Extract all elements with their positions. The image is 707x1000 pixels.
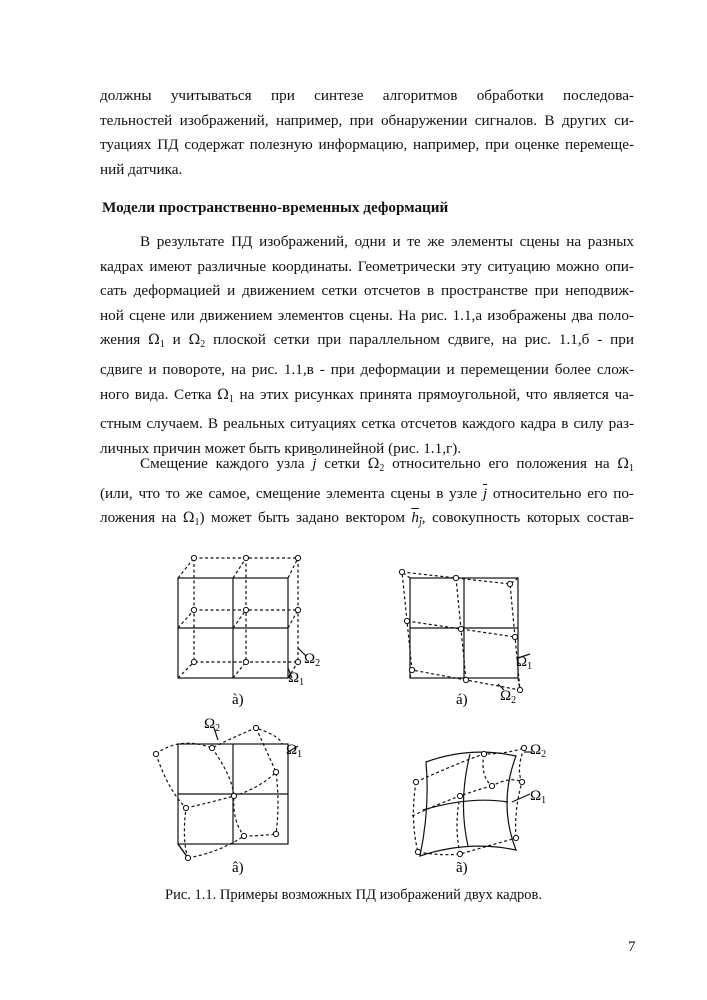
panel-c-omega1-label: $\Omega_1$ <box>286 742 303 760</box>
panel-a-diagram <box>178 555 306 678</box>
p1-line-1: должны учитываться при синтезе алгоритмов обработки последова- <box>100 87 634 104</box>
paragraph-1 <box>100 84 634 182</box>
figure-caption: Рис. 1.1. Примеры возможных ПД изображений двух кадров. <box>165 887 542 903</box>
panel-c-label: â) <box>232 860 244 876</box>
panel-a-label: à) <box>232 692 244 708</box>
panel-c-diagram <box>153 725 298 860</box>
figure-1-1 <box>120 540 600 880</box>
p1-line-3: туациях ПД содержат полезную информацию, например, при оценке перемеще- <box>100 136 634 154</box>
p1-line-4: ний датчика. <box>100 160 183 178</box>
paragraph-2: В результате ПД изображений, одни и те же элементы сцены на разных кадрах имеют различные координаты. Геометрически эту ситуацию можно опи- сать деформацией и движением сетки отсчетов в пространстве при неподвиж- ной сцене или движением элементов сцены. На рис. 1.1,а изображены два поло- жения $\Omega_1$ и $\Omega_2$ плоской сетки при параллельном сдвиге, на рис. 1.1,б - при сдвиге и повороте, на рис. 1.1,в - при деформации и перемещении более слож- ного вида. Сетка $\Omega_1$ на этих рисунках принята прямоугольной, что является ча- стным случаем. В реальных ситуациях сетка отсчетов каждого кадра в силу раз- личных причин может быть криволинейной (рис. 1.1,г). <box>100 233 634 457</box>
section-heading: Модели пространственно-временных деформаций <box>102 199 449 216</box>
panel-a-omega2-label: $\Omega_2$ <box>304 651 321 669</box>
panel-d-diagram <box>412 745 532 856</box>
p1-line-2: тельностей изображений, например, при обнаружении сигналов. В других си- <box>100 111 634 129</box>
panel-d-omega2-label: $\Omega_2$ <box>530 742 547 760</box>
panel-a-omega1-label: $\Omega_1$ <box>288 670 305 688</box>
panel-b-omega2-label: $\Omega_2$ <box>500 688 517 706</box>
panel-d-omega1-label: $\Omega_1$ <box>530 788 547 806</box>
panel-d-label: ã) <box>456 860 468 876</box>
page-number: 7 <box>628 939 636 955</box>
paragraph-3: Смещение каждого узла $\overline{j}$ сетки $\Omega_2$ относительно его положения на $\Omega_1$ (или, что то же самое, смещение элемента сцены в узле $\overline{j}$ относительно его по- ложения на $\Omega_1$) может быть задано вектором $\overline{h}_{j̄}$, совокупность которых состав- <box>100 455 634 529</box>
panel-b-diagram <box>399 569 533 692</box>
panel-b-omega1-label: $\Omega_1$ <box>516 654 533 672</box>
panel-b-label: á) <box>456 692 468 708</box>
panel-c-omega2-label: $\Omega_2$ <box>204 716 221 734</box>
